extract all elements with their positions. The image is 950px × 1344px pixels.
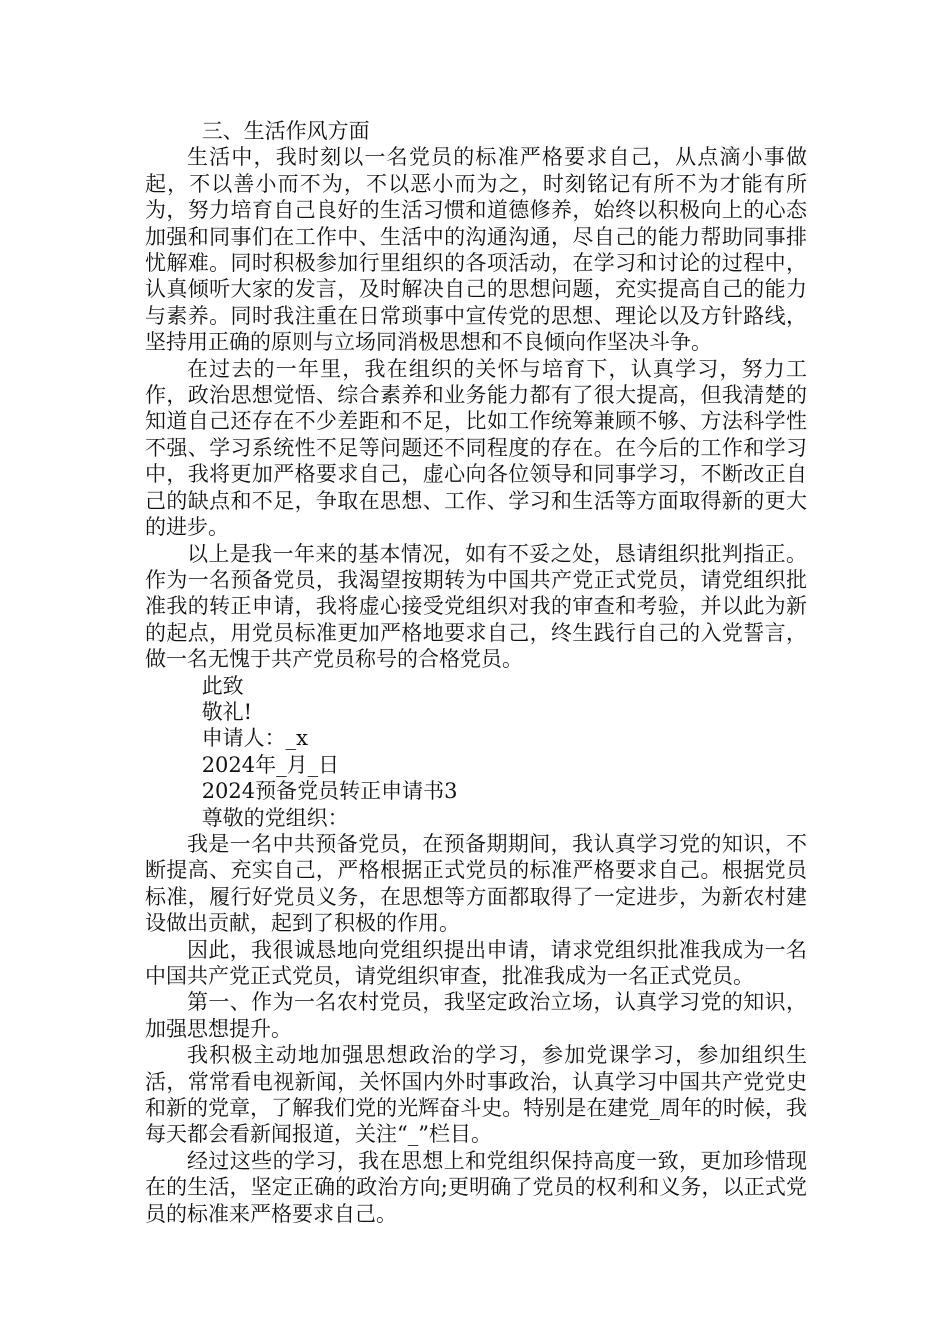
body-paragraph: 经过这些的学习，我在思想上和党组织保持高度一致，更加珍惜现在的生活，坚定正确的政治方向;更明确了党员的权利和义务，以正式党员的标准来严格要求自己。 [145,1148,807,1226]
body-paragraph: 我是一名中共预备党员，在预备期期间，我认真学习党的知识，不断提高、充实自己，严格根据正式党员的标准严格要求自己。根据党员标准，履行好党员义务，在思想等方面都取得了一定进步，为新农村建设做出贡献，起到了积极的作用。 [145,831,807,936]
body-paragraph: 在过去的一年里，我在组织的关怀与培育下，认真学习，努力工作，政治思想觉悟、综合素养和业务能力都有了很大提高，但我清楚的知道自己还存在不少差距和不足，比如工作统筹兼顾不够、方法科学性不强、学习系统性不足等问题还不同程度的存在。在今后的工作和学习中，我将更加严格要求自己，虚心向各位领导和同事学习，不断改正自己的缺点和不足，争取在思想、工作、学习和生活等方面取得新的更大的进步。 [145,356,807,540]
closing-line: 此致 [201,673,244,698]
document-title: 2024预备党员转正申请书3 [201,779,458,804]
body-paragraph: 第一、作为一名农村党员，我坚定政治立场，认真学习党的知识，加强思想提升。 [145,990,807,1041]
body-paragraph: 生活中，我时刻以一名党员的标准严格要求自己，从点滴小事做起，不以善小而不为，不以恶小而为之，时刻铭记有所不为才能有所为，努力培育自己良好的生活习惯和道德修养，始终以积极向上的心态加强和同事们在工作中、生活中的沟通沟通，尽自己的能力帮助同事排忧解难。同时积极参加行里组织的各项活动，在学习和讨论的过程中，认真倾听大家的发言，及时解决自己的思想问题，充实提高自己的能力与素养。同时我注重在日常琐事中宣传党的思想、理论以及方针路线，坚持用正确的原则与立场同消极思想和不良倾向作坚决斗争。 [145,145,807,355]
closing-salute: 敬礼! [201,699,253,724]
body-paragraph: 因此，我很诚恳地向党组织提出申请，请求党组织批准我成为一名中国共产党正式党员，请党组织审查，批准我成为一名正式党员。 [145,937,807,988]
body-paragraph: 以上是我一年来的基本情况，如有不妥之处，恳请组织批判指正。作为一名预备党员，我渴望按期转为中国共产党正式党员，请党组织批准我的转正申请，我将虚心接受党组织对我的审查和考验，并以此为新的起点，用党员标准更加严格地要求自己，终生践行自己的入党誓言，做一名无愧于共产党员称号的合格党员。 [145,541,807,672]
salutation: 尊敬的党组织： [201,805,349,830]
applicant-line: 申请人：_x [201,726,309,751]
body-paragraph: 我积极主动地加强思想政治的学习，参加党课学习，参加组织生活，常常看电视新闻，关怀国内外时事政治，认真学习中国共产党党史和新的党章，了解我们党的光辉奋斗史。特别是在建党_周年的时候，我每天都会看新闻报道，关注“_”栏目。 [145,1043,807,1147]
section-heading: 三、生活作风方面 [201,119,370,143]
date-line: 2024年_月_日 [201,752,340,777]
document-page [145,118,807,1227]
